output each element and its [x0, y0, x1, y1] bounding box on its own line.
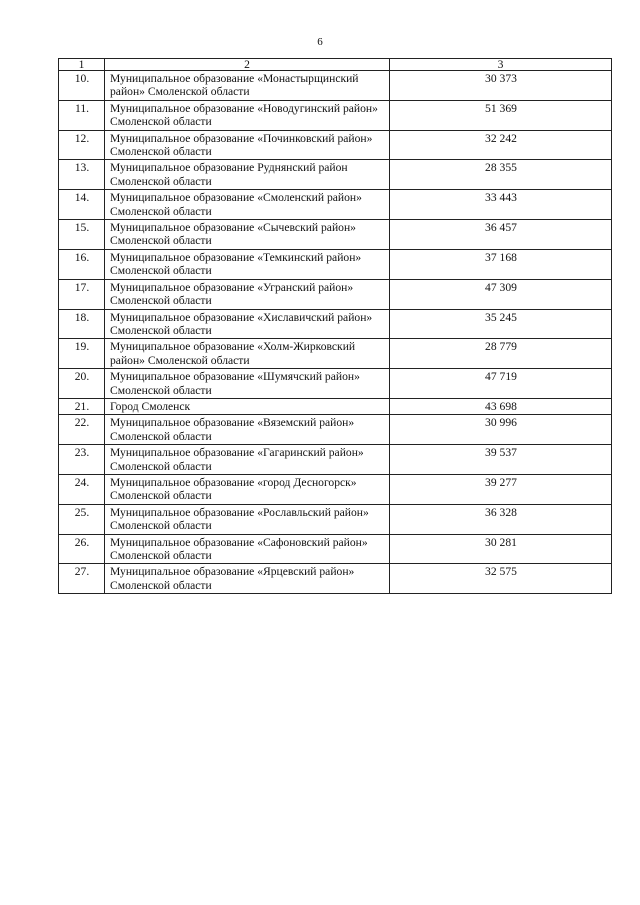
table-row — [59, 279, 612, 309]
row-number: 25. — [59, 504, 105, 534]
row-number: 16. — [59, 249, 105, 279]
municipality-value: 32 575 — [390, 564, 612, 594]
municipality-name: Муниципальное образование «Новодугинский район» Смоленской области — [105, 100, 390, 130]
municipality-name: Муниципальное образование Руднянский район Смоленской области — [105, 160, 390, 190]
table-header — [59, 59, 612, 71]
municipality-name: Муниципальное образование «город Десногорск» Смоленской области — [105, 474, 390, 504]
table-row — [59, 534, 612, 564]
municipality-value: 28 355 — [390, 160, 612, 190]
municipality-value: 39 277 — [390, 474, 612, 504]
municipality-value: 30 996 — [390, 415, 612, 445]
table-row — [59, 100, 612, 130]
row-number: 12. — [59, 130, 105, 160]
municipality-name: Муниципальное образование «Гагаринский район» Смоленской области — [105, 445, 390, 475]
municipality-value: 47 719 — [390, 369, 612, 399]
row-number: 20. — [59, 369, 105, 399]
row-number: 26. — [59, 534, 105, 564]
municipalities-table — [58, 58, 612, 594]
municipality-name: Муниципальное образование «Холм-Жирковский район» Смоленской области — [105, 339, 390, 369]
municipality-name: Муниципальное образование «Угранский район» Смоленской области — [105, 279, 390, 309]
table-row — [59, 415, 612, 445]
municipality-name: Город Смоленск — [105, 398, 390, 414]
row-number: 15. — [59, 220, 105, 250]
municipality-name: Муниципальное образование «Вяземский район» Смоленской области — [105, 415, 390, 445]
row-number: 10. — [59, 71, 105, 101]
table-row — [59, 71, 612, 101]
municipality-name: Муниципальное образование «Починковский район» Смоленской области — [105, 130, 390, 160]
municipality-value: 37 168 — [390, 249, 612, 279]
municipality-name: Муниципальное образование «Темкинский район» Смоленской области — [105, 249, 390, 279]
table-row — [59, 445, 612, 475]
table-row — [59, 369, 612, 399]
row-number: 24. — [59, 474, 105, 504]
municipality-value: 30 281 — [390, 534, 612, 564]
municipality-value: 33 443 — [390, 190, 612, 220]
table-row — [59, 160, 612, 190]
municipality-value: 36 328 — [390, 504, 612, 534]
municipality-name: Муниципальное образование «Сафоновский район» Смоленской области — [105, 534, 390, 564]
municipality-name: Муниципальное образование «Сычевский район» Смоленской области — [105, 220, 390, 250]
table-row — [59, 309, 612, 339]
municipality-value: 39 537 — [390, 445, 612, 475]
municipality-value: 36 457 — [390, 220, 612, 250]
row-number: 14. — [59, 190, 105, 220]
row-number: 22. — [59, 415, 105, 445]
page-number: 6 — [317, 36, 323, 48]
table-row — [59, 130, 612, 160]
municipality-value: 47 309 — [390, 279, 612, 309]
header-col-1: 1 — [59, 59, 105, 71]
municipality-name: Муниципальное образование «Рославльский район» Смоленской области — [105, 504, 390, 534]
table-body — [59, 71, 612, 594]
row-number: 13. — [59, 160, 105, 190]
municipality-value: 51 369 — [390, 100, 612, 130]
municipality-value: 35 245 — [390, 309, 612, 339]
table-row — [59, 249, 612, 279]
municipality-name: Муниципальное образование «Шумячский район» Смоленской области — [105, 369, 390, 399]
municipality-value: 28 779 — [390, 339, 612, 369]
table-row — [59, 398, 612, 414]
header-row — [59, 59, 612, 71]
row-number: 17. — [59, 279, 105, 309]
row-number: 11. — [59, 100, 105, 130]
municipality-name: Муниципальное образование «Ярцевский район» Смоленской области — [105, 564, 390, 594]
row-number: 21. — [59, 398, 105, 414]
municipality-name: Муниципальное образование «Хиславичский район» Смоленской области — [105, 309, 390, 339]
municipality-name: Муниципальное образование «Смоленский район» Смоленской области — [105, 190, 390, 220]
table-row — [59, 474, 612, 504]
table-row — [59, 339, 612, 369]
table-row — [59, 564, 612, 594]
row-number: 23. — [59, 445, 105, 475]
row-number: 27. — [59, 564, 105, 594]
header-col-2: 2 — [105, 59, 390, 71]
municipality-value: 32 242 — [390, 130, 612, 160]
municipality-value: 30 373 — [390, 71, 612, 101]
row-number: 19. — [59, 339, 105, 369]
table-row — [59, 220, 612, 250]
municipality-name: Муниципальное образование «Монастырщинский район» Смоленской области — [105, 71, 390, 101]
header-col-3: 3 — [390, 59, 612, 71]
table-row — [59, 504, 612, 534]
municipality-value: 43 698 — [390, 398, 612, 414]
row-number: 18. — [59, 309, 105, 339]
table-row — [59, 190, 612, 220]
